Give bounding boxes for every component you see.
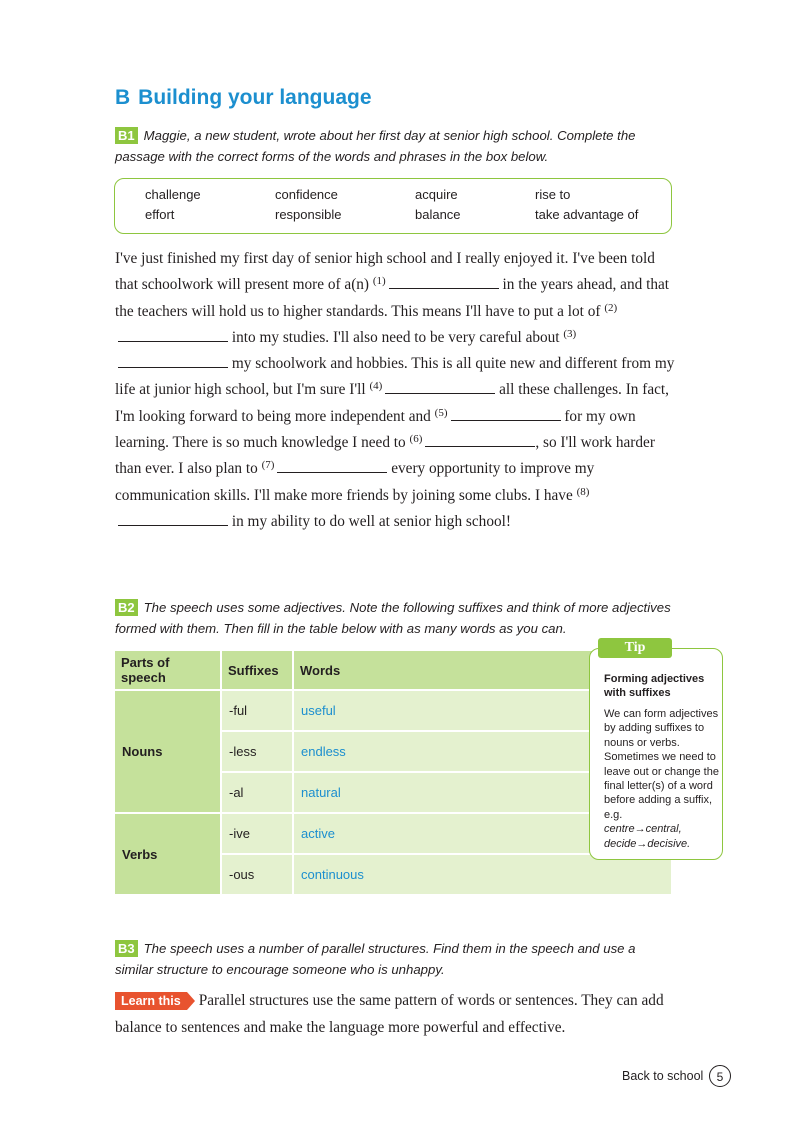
blank-5[interactable] — [451, 408, 561, 421]
tip-heading: Forming adjectives with suffixes — [604, 673, 705, 699]
suffix-cell: -al — [221, 772, 293, 813]
b2-tag: B2 — [115, 599, 138, 616]
word-cell[interactable]: endless — [293, 731, 672, 772]
pos-cell: Nouns — [115, 690, 221, 813]
learn-this-paragraph — [115, 988, 685, 1041]
b3-tag: B3 — [115, 940, 138, 957]
word-box-item: take advantage of — [535, 207, 639, 222]
tip-label: Tip — [598, 638, 672, 658]
b1-instruction-line1: Maggie, a new student, wrote about her first day at senior high school. Complete the — [143, 128, 636, 143]
word-box-item: balance — [415, 207, 461, 222]
word-cell[interactable]: active — [293, 813, 672, 854]
section-letter: B — [115, 86, 131, 109]
learn-this-text: Parallel structures use the same pattern of words or sentences. They can add balance to sentences and make the language more powerful and effective. — [115, 992, 664, 1036]
b1-instruction — [115, 125, 685, 167]
b3-instruction — [115, 938, 685, 980]
section-title-text: Building your language — [138, 86, 372, 109]
b1-instruction-line2: passage with the correct forms of the words and phrases in the box below. — [115, 149, 549, 164]
page-number: 5 — [709, 1065, 731, 1087]
table-header: Words — [293, 651, 672, 690]
tip-body — [604, 707, 719, 851]
word-box — [114, 178, 672, 234]
word-box-item: effort — [145, 207, 175, 222]
word-box-item: rise to — [535, 187, 571, 202]
blank-7[interactable] — [277, 460, 387, 473]
blank-number: (3) — [563, 327, 577, 340]
section-title — [115, 86, 372, 110]
blank-6[interactable] — [425, 434, 535, 447]
passage: I've just finished my first day of senior high school and I really enjoyed it. I've been told that schoolwork will present more of a(n) $^{(1)}$ in the years ahead, and that the teachers will hold us to higher standards. This means I'll have to put a lot of $^{(2)}$ into my studies. I'll also need to be very careful about $^{(3)}$ my schoolwork and hobbies. This is all quite new and different from my life at junior high school, but I'm sure I'll $^{(4)}$ all these challenges. In fact, I'm looking forward to being more independent and $^{(5)}$ for my own learning. There is so much knowledge I need to $^{(6)}$ , so I'll work harder than ever. I also plan to $^{(7)}$ every opportunity to improve my communication skills. I'll make more friends by joining some clubs. I have $^{(8)}$ in my ability to do well at senior high school! — [115, 250, 675, 530]
tip-example: centre→central, — [604, 823, 682, 836]
word-box-item: confidence — [275, 187, 338, 202]
blank-number: (7) — [261, 459, 275, 472]
tip-example: decide→decisive. — [604, 837, 691, 850]
blank-1[interactable] — [389, 276, 499, 289]
blank-number: (2) — [604, 301, 618, 314]
blank-number: (1) — [372, 275, 386, 288]
b3-instruction-line2: similar structure to encourage someone who is unhappy. — [115, 962, 445, 977]
table-header: Suffixes — [221, 651, 293, 690]
blank-3[interactable] — [118, 355, 228, 368]
blank-number: (4) — [369, 380, 383, 393]
suffix-cell: -less — [221, 731, 293, 772]
learn-this-label: Learn this — [115, 992, 187, 1010]
word-box-item: responsible — [275, 207, 342, 222]
blank-4[interactable] — [385, 381, 495, 394]
blank-number: (5) — [434, 406, 448, 419]
footer-text: Back to school — [622, 1069, 704, 1083]
blank-number: (6) — [409, 433, 423, 446]
tip-body-text: We can form adjectives by adding suffixes to nouns or verbs. Sometimes we need to leave out or change the final letter(s) of a word before adding a suffix, e.g. — [604, 708, 719, 821]
suffix-cell: -ous — [221, 854, 293, 895]
suffix-cell: -ive — [221, 813, 293, 854]
b2-instruction-line1: The speech uses some adjectives. Note the following suffixes and think of more adjectives — [143, 600, 671, 615]
suffix-cell: -ful — [221, 690, 293, 731]
b2-instruction — [115, 597, 695, 639]
word-cell[interactable]: continuous — [293, 854, 672, 895]
word-cell[interactable]: useful — [293, 690, 672, 731]
blank-2[interactable] — [118, 329, 228, 342]
b1-tag: B1 — [115, 127, 138, 144]
blank-number: (8) — [576, 485, 590, 498]
b2-instruction-line2: formed with them. Then fill in the table below with as many words as you can. — [115, 621, 567, 636]
b3-instruction-line1: The speech uses a number of parallel structures. Find them in the speech and use a — [143, 941, 636, 956]
pos-cell: Verbs — [115, 813, 221, 895]
blank-8[interactable] — [118, 513, 228, 526]
word-cell[interactable]: natural — [293, 772, 672, 813]
table-header: Parts of speech — [115, 651, 221, 690]
word-box-item: challenge — [145, 187, 201, 202]
word-box-item: acquire — [415, 187, 458, 202]
